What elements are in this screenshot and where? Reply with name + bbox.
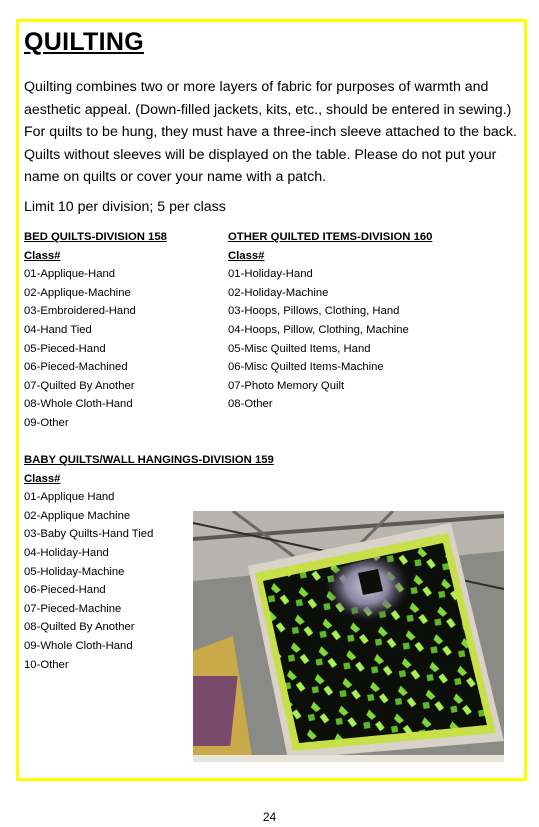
list-item: 04-Hand Tied xyxy=(24,323,92,336)
intro-paragraph: Quilting combines two or more layers of fabric for purposes of warmth and aesthetic appeal. (Down-filled jackets, kits, etc., should be entered in sewing.) For quilts to be hung, they must have a three-inch sleeve attached to the back. Quilts without sleeves will be displayed on the table. Please do not put your name on quilts or cover your name with a patch. xyxy=(24,79,517,185)
list-item: 01-Holiday-Hand xyxy=(228,268,313,281)
list-item: 05-Misc Quilted Items, Hand xyxy=(228,342,371,355)
list-item: 02-Applique Machine xyxy=(24,509,131,522)
page-title: QUILTING xyxy=(24,28,144,56)
list-item: 04-Hoops, Pillow, Clothing, Machine xyxy=(228,323,409,336)
other-quilted-heading: OTHER QUILTED ITEMS-DIVISION 160 xyxy=(228,231,433,243)
list-item: 03-Hoops, Pillows, Clothing, Hand xyxy=(228,305,400,318)
baby-quilts-class-label: Class# xyxy=(24,472,61,485)
list-item: 08-Whole Cloth-Hand xyxy=(24,398,133,411)
list-item: 06-Pieced-Hand xyxy=(24,584,106,597)
list-item: 02-Applique-Machine xyxy=(24,286,131,299)
list-item: 06-Pieced-Machined xyxy=(24,361,128,374)
list-item: 08-Other xyxy=(228,398,273,411)
list-item: 08-Quilted By Another xyxy=(24,621,135,634)
quilt-photo xyxy=(193,511,504,762)
list-item: 09-Other xyxy=(24,416,69,429)
list-item: 09-Whole Cloth-Hand xyxy=(24,639,133,652)
list-item: 03-Embroidered-Hand xyxy=(24,305,136,318)
list-item: 04-Holiday-Hand xyxy=(24,546,109,559)
bed-quilts-class-label: Class# xyxy=(24,249,61,262)
list-item: 01-Applique Hand xyxy=(24,491,115,504)
page-number: 24 xyxy=(262,810,277,824)
baby-quilts-heading: BABY QUILTS/WALL HANGINGS-DIVISION 159 xyxy=(24,454,274,466)
list-item: 10-Other xyxy=(24,658,69,671)
list-item: 05-Holiday-Machine xyxy=(24,565,125,578)
list-item: 07-Pieced-Machine xyxy=(24,602,122,615)
list-item: 05-Pieced-Hand xyxy=(24,342,106,355)
list-item: 07-Quilted By Another xyxy=(24,379,135,392)
other-quilted-class-label: Class# xyxy=(228,249,265,262)
other-quilted-section xyxy=(228,228,432,414)
bed-quilts-section xyxy=(24,228,167,433)
list-item: 06-Misc Quilted Items-Machine xyxy=(228,361,384,374)
list-item: 02-Holiday-Machine xyxy=(228,286,329,299)
list-item: 01-Applique-Hand xyxy=(24,268,116,281)
list-item: 07-Photo Memory Quilt xyxy=(228,379,345,392)
bed-quilts-heading: BED QUILTS-DIVISION 158 xyxy=(24,231,167,243)
limit-note: Limit 10 per division; 5 per class xyxy=(24,199,226,215)
list-item: 03-Baby Quilts-Hand Tied xyxy=(24,528,154,541)
